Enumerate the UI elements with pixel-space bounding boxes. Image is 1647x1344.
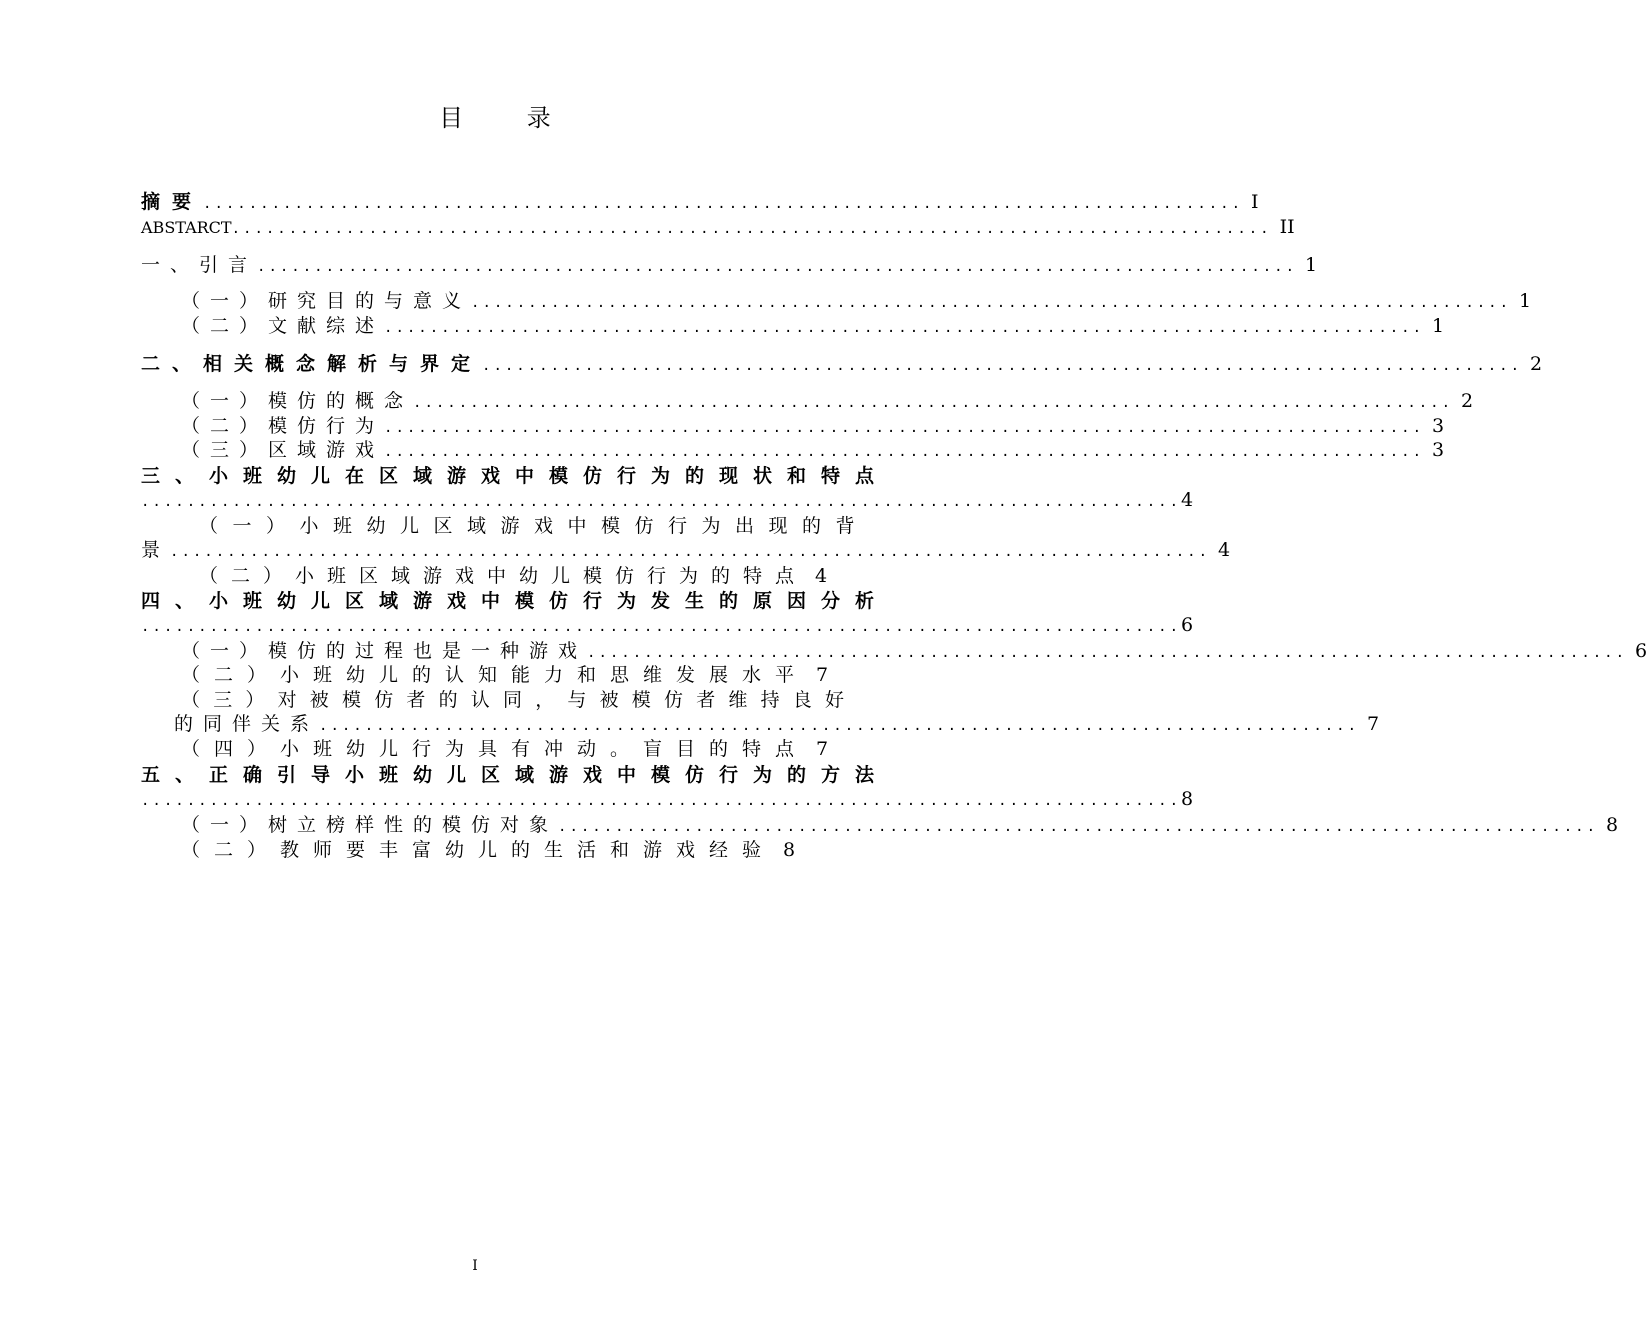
toc-entry-label: 三、小班幼儿在区域游戏中模仿行为的现状和特点 xyxy=(141,465,890,487)
toc-entry-label: （三）区域游戏 xyxy=(181,439,385,461)
toc-entry-page: II xyxy=(1279,216,1295,238)
toc-entry-page: 4 xyxy=(815,565,828,587)
toc-entry-4-2[interactable] xyxy=(181,663,861,687)
toc-leader-dots: ........................................................................................... xyxy=(413,395,1454,411)
toc-entry-page: 4 xyxy=(1181,489,1194,511)
toc-entry-page: 6 xyxy=(1181,614,1194,636)
toc-entry-label: （一）研究目的与意义 xyxy=(181,290,472,312)
toc-entry-leader-line xyxy=(141,538,1231,562)
toc-entry-label-continuation: 景 xyxy=(141,539,171,561)
toc-leader-dots: ........................................................................................... xyxy=(141,793,1182,809)
toc-entry-label-continuation: 的同伴关系 xyxy=(174,713,320,735)
toc-entry-2-3[interactable] xyxy=(181,438,1445,462)
toc-entry-leader-line xyxy=(141,613,1194,637)
toc-entry-5-2[interactable] xyxy=(181,838,821,862)
toc-entry-page: 2 xyxy=(1530,353,1543,375)
toc-entry-page: 7 xyxy=(816,664,829,686)
toc-entry-label: （一）树立榜样性的模仿对象 xyxy=(181,814,559,836)
toc-entry-page: I xyxy=(1251,191,1259,213)
toc-entry-page: 7 xyxy=(816,738,829,760)
toc-entry-label: （四）小班幼儿行为具有冲动。盲目的特点 xyxy=(181,738,809,760)
toc-entry-page: 2 xyxy=(1461,390,1474,412)
toc-entry-4-4[interactable] xyxy=(181,737,861,761)
toc-entry-leader-line xyxy=(141,787,1194,811)
toc-entry-label: （二）小班幼儿的认知能力和思维发展水平 xyxy=(181,664,809,686)
toc-entry-abstract-cn[interactable] xyxy=(141,190,1259,214)
toc-leader-dots: ........................................................................................... xyxy=(482,358,1523,374)
toc-entry-1-1[interactable] xyxy=(181,289,1532,313)
toc-leader-dots: ........................................................................................... xyxy=(587,645,1628,661)
toc-entry-page: 4 xyxy=(1218,539,1231,561)
toc-entry-leader-line xyxy=(174,712,1380,736)
toc-entry-label: （二）文献综述 xyxy=(181,315,385,337)
toc-leader-dots: ........................................................................................... xyxy=(384,420,1425,436)
toc-leader-dots: ........................................................................................... xyxy=(319,718,1360,734)
toc-entry-page: 8 xyxy=(1181,788,1194,810)
toc-leader-dots: ........................................................................................... xyxy=(170,544,1211,560)
toc-leader-dots: ........................................................................................... xyxy=(384,320,1425,336)
toc-entry-page: 6 xyxy=(1635,640,1647,662)
toc-entry-page: 1 xyxy=(1519,290,1532,312)
toc-entry-label: 四、小班幼儿区域游戏中模仿行为发生的原因分析 xyxy=(141,590,890,612)
toc-leader-dots: ........................................................................................... xyxy=(141,619,1182,635)
toc-entry-label: （一）模仿的概念 xyxy=(181,390,414,412)
page-number: I xyxy=(472,1258,478,1274)
toc-entry-label: （三）对被模仿者的认同，与被模仿者维持良好 xyxy=(181,689,858,711)
toc-leader-dots: ........................................................................................... xyxy=(203,196,1244,212)
toc-entry-label: （一）小班幼儿区域游戏中模仿行为出现的背 xyxy=(199,515,870,537)
toc-entry-page: 8 xyxy=(1606,814,1619,836)
toc-entry-1-2[interactable] xyxy=(181,314,1445,338)
toc-entry-page: 1 xyxy=(1432,315,1445,337)
toc-entry-label: （二）模仿行为 xyxy=(181,415,385,437)
toc-entry-label: （二）教师要丰富幼儿的生活和游戏经验 xyxy=(181,839,776,861)
toc-entry-label: 二、相关概念解析与界定 xyxy=(141,353,483,375)
toc-entry-chapter-2[interactable] xyxy=(141,352,1543,376)
toc-entry-leader-line xyxy=(141,488,1194,512)
toc-entry-abstract-en[interactable] xyxy=(141,215,1295,239)
toc-entry-page: 8 xyxy=(783,839,796,861)
toc-entry-page: 3 xyxy=(1432,439,1445,461)
toc-leader-dots: ........................................................................................... xyxy=(471,295,1512,311)
toc-entry-label: （一）模仿的过程也是一种游戏 xyxy=(181,640,588,662)
toc-leader-dots: ........................................................................................... xyxy=(141,494,1182,510)
toc-leader-dots: ........................................................................................... xyxy=(231,221,1272,237)
toc-entry-4-1[interactable] xyxy=(181,639,1647,663)
toc-entry-chapter-1[interactable] xyxy=(141,253,1318,277)
toc-leader-dots: ........................................................................................... xyxy=(558,819,1599,835)
toc-entry-label: 摘要 xyxy=(141,191,204,213)
toc-leader-dots: ........................................................................................... xyxy=(384,444,1425,460)
toc-entry-label: 一、引言 xyxy=(141,254,258,276)
toc-entry-5-1[interactable] xyxy=(181,813,1619,837)
toc-leader-dots: ........................................................................................... xyxy=(257,259,1298,275)
toc-entry-page: 7 xyxy=(1367,713,1380,735)
toc-entry-page: 1 xyxy=(1305,254,1318,276)
toc-entry-2-1[interactable] xyxy=(181,389,1474,413)
toc-entry-3-2[interactable] xyxy=(199,564,827,588)
toc-entry-2-2[interactable] xyxy=(181,414,1445,438)
toc-title: 目 录 xyxy=(439,104,579,132)
toc-entry-label: 五、正确引导小班幼儿区域游戏中模仿行为的方法 xyxy=(141,764,890,786)
toc-entry-label: （二）小班区域游戏中幼儿模仿行为的特点 xyxy=(199,565,808,587)
toc-entry-page: 3 xyxy=(1432,415,1445,437)
toc-entry-label: ABSTARCT xyxy=(141,218,232,237)
